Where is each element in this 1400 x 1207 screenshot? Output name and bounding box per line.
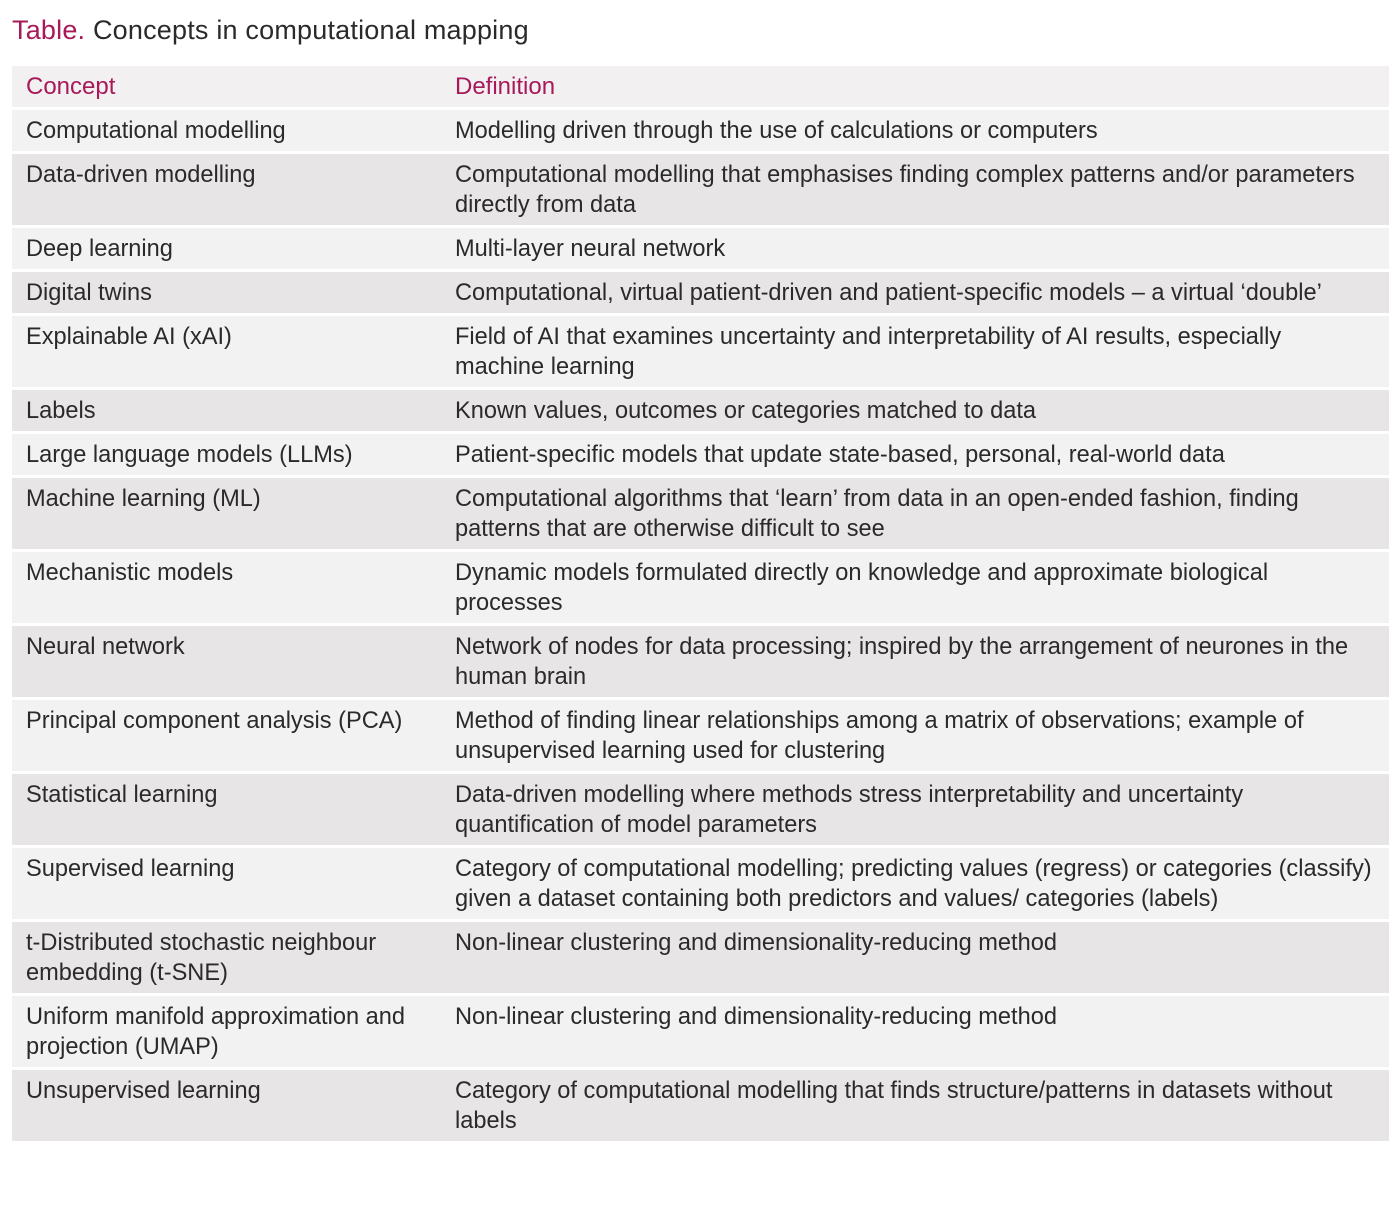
table-row xyxy=(12,109,1389,153)
definition-cell: Patient-specific models that update state-based, personal, real-world data xyxy=(441,433,1389,477)
definition-cell: Category of computational modelling that finds structure/patterns in datasets without labels xyxy=(441,1069,1389,1143)
table-row xyxy=(12,625,1389,699)
concepts-table xyxy=(12,66,1389,1144)
table-row xyxy=(12,153,1389,227)
definition-cell: Computational, virtual patient-driven and patient-specific models – a virtual ‘double’ xyxy=(441,271,1389,315)
definition-cell: Computational modelling that emphasises finding complex patterns and/or parameters directly from data xyxy=(441,153,1389,227)
definition-cell: Category of computational modelling; predicting values (regress) or categories (classify) given a dataset containing both predictors and values/ categories (labels) xyxy=(441,847,1389,921)
concept-cell: Computational modelling xyxy=(12,109,441,153)
table-row xyxy=(12,227,1389,271)
definition-cell: Field of AI that examines uncertainty and interpretability of AI results, especially machine learning xyxy=(441,315,1389,389)
concept-cell: Digital twins xyxy=(12,271,441,315)
table-row xyxy=(12,1069,1389,1143)
concept-cell: Supervised learning xyxy=(12,847,441,921)
definition-cell: Modelling driven through the use of calculations or computers xyxy=(441,109,1389,153)
concept-cell: Mechanistic models xyxy=(12,551,441,625)
definition-cell: Multi-layer neural network xyxy=(441,227,1389,271)
concept-cell: Uniform manifold approximation and projection (UMAP) xyxy=(12,995,441,1069)
definition-cell: Non-linear clustering and dimensionality-reducing method xyxy=(441,995,1389,1069)
definition-cell: Computational algorithms that ‘learn’ from data in an open-ended fashion, finding patterns that are otherwise difficult to see xyxy=(441,477,1389,551)
concept-cell: Deep learning xyxy=(12,227,441,271)
table-row xyxy=(12,477,1389,551)
concept-cell: Neural network xyxy=(12,625,441,699)
table-row xyxy=(12,389,1389,433)
definition-cell: Data-driven modelling where methods stress interpretability and uncertainty quantification of model parameters xyxy=(441,773,1389,847)
header-definition: Definition xyxy=(441,66,1389,109)
concept-cell: Principal component analysis (PCA) xyxy=(12,699,441,773)
definition-cell: Dynamic models formulated directly on knowledge and approximate biological processes xyxy=(441,551,1389,625)
caption-label: Table. xyxy=(12,15,86,45)
table-row xyxy=(12,921,1389,995)
table-row xyxy=(12,699,1389,773)
concept-cell: Data-driven modelling xyxy=(12,153,441,227)
concept-cell: Large language models (LLMs) xyxy=(12,433,441,477)
table-caption xyxy=(12,12,529,48)
definition-cell: Non-linear clustering and dimensionality-reducing method xyxy=(441,921,1389,995)
table-row xyxy=(12,315,1389,389)
concept-cell: t-Distributed stochastic neighbour embedding (t-SNE) xyxy=(12,921,441,995)
concept-cell: Labels xyxy=(12,389,441,433)
table-header-row xyxy=(12,66,1389,109)
caption-title: Concepts in computational mapping xyxy=(92,15,529,45)
table-row xyxy=(12,551,1389,625)
table-row xyxy=(12,271,1389,315)
definition-cell: Network of nodes for data processing; inspired by the arrangement of neurones in the human brain xyxy=(441,625,1389,699)
concept-cell: Machine learning (ML) xyxy=(12,477,441,551)
definition-cell: Method of finding linear relationships among a matrix of observations; example of unsupervised learning used for clustering xyxy=(441,699,1389,773)
concept-cell: Explainable AI (xAI) xyxy=(12,315,441,389)
concept-cell: Statistical learning xyxy=(12,773,441,847)
table-row xyxy=(12,433,1389,477)
table-row xyxy=(12,995,1389,1069)
definition-cell: Known values, outcomes or categories matched to data xyxy=(441,389,1389,433)
concept-cell: Unsupervised learning xyxy=(12,1069,441,1143)
header-concept: Concept xyxy=(12,66,441,109)
table-row xyxy=(12,847,1389,921)
table-row xyxy=(12,773,1389,847)
